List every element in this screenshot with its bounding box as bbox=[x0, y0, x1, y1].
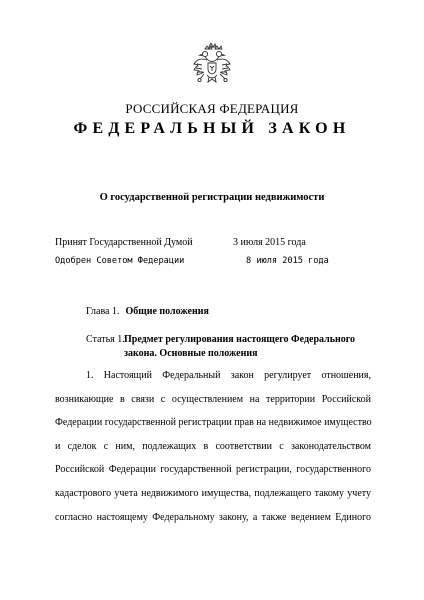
article-title-line-1: Предмет регулирования настоящего Федерального bbox=[124, 334, 356, 345]
body-line: возникающие в связи с осуществлением на территории Российской bbox=[55, 393, 371, 405]
body-line: Федерации государственной регистрации прав на недвижимое имущество bbox=[55, 417, 372, 429]
adoption-date: 3 июля 2015 года bbox=[233, 237, 306, 248]
document-type-heading: ФЕДЕРАЛЬНЫЙ ЗАКОН bbox=[73, 120, 351, 137]
country-heading: РОССИЙСКАЯ ФЕДЕРАЦИЯ bbox=[125, 101, 299, 116]
coat-of-arms-icon bbox=[191, 43, 233, 89]
chapter-heading bbox=[86, 306, 209, 317]
body-line: согласно настоящему Федеральному закону, а также ведением Единого bbox=[55, 511, 371, 523]
adoption-label: Принят Государственной Думой bbox=[55, 237, 193, 248]
body-line: Российской Федерации государственной регистрации, государственного bbox=[55, 464, 371, 476]
adoption-date: 8 июля 2015 года bbox=[246, 256, 329, 266]
law-title: О государственной регистрации недвижимости bbox=[99, 192, 325, 203]
article-body bbox=[55, 369, 371, 534]
body-line: 1. Настоящий Федеральный закон регулирует отношения, bbox=[86, 370, 371, 381]
chapter-number: Глава 1. bbox=[86, 306, 120, 317]
body-line: и сделок с ним, подлежащих в соответствии с законодательством bbox=[55, 440, 371, 452]
article-number: Статья 1. bbox=[86, 334, 125, 345]
chapter-title: Общие положения bbox=[125, 306, 209, 317]
body-line: кадастрового учета недвижимого имущества, подлежащего такому учету bbox=[55, 487, 371, 499]
article-title-line-2: закона. Основные положения bbox=[124, 348, 258, 359]
adoption-label: Одобрен Советом Федерации bbox=[55, 256, 185, 266]
